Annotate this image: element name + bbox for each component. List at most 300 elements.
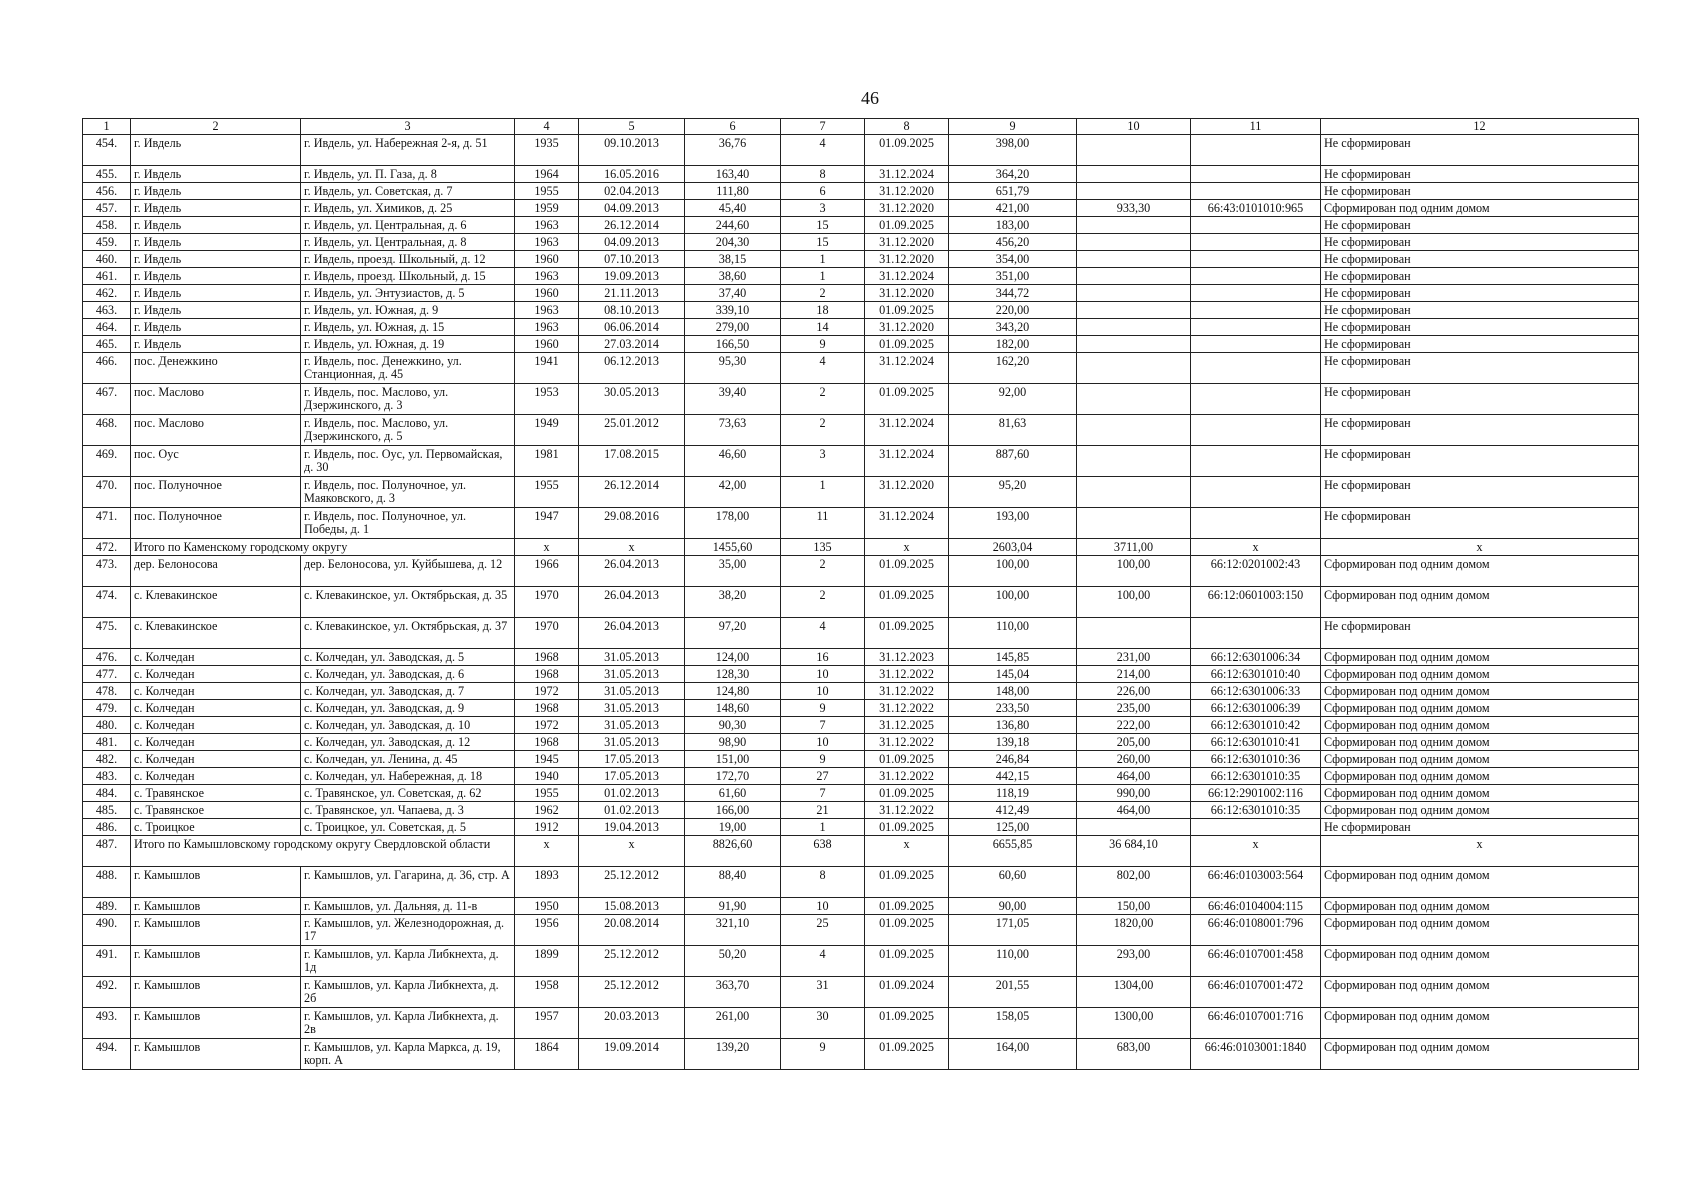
- table-cell: Сформирован под одним домом: [1321, 1039, 1639, 1070]
- table-cell: Не сформирован: [1321, 183, 1639, 200]
- table-cell: [1077, 336, 1191, 353]
- table-cell: г. Ивдель, ул. Советская, д. 7: [301, 183, 515, 200]
- table-cell: дер. Белоносова: [131, 556, 301, 587]
- table-cell: 118,19: [949, 785, 1077, 802]
- table-cell: 110,00: [949, 946, 1077, 977]
- table-cell: 20.03.2013: [579, 1008, 685, 1039]
- table-cell: г. Ивдель, пос. Полуночное, ул. Маяковского, д. 3: [301, 477, 515, 508]
- row-number-cell: 466.: [83, 353, 131, 384]
- table-cell: г. Ивдель: [131, 336, 301, 353]
- table-cell: 31.12.2020: [865, 251, 949, 268]
- table-cell: 456,20: [949, 234, 1077, 251]
- table-cell: с. Клевакинское, ул. Октябрьская, д. 35: [301, 587, 515, 618]
- table-cell: пос. Полуночное: [131, 508, 301, 539]
- table-cell: Сформирован под одним домом: [1321, 556, 1639, 587]
- table-row: [83, 666, 1639, 683]
- table-row: [83, 649, 1639, 666]
- table-row: [83, 285, 1639, 302]
- table-cell: 35,00: [685, 556, 781, 587]
- table-cell: 17.05.2013: [579, 751, 685, 768]
- table-cell: Не сформирован: [1321, 166, 1639, 183]
- table-cell: 933,30: [1077, 200, 1191, 217]
- table-cell: x: [865, 539, 949, 556]
- table-cell: 38,60: [685, 268, 781, 285]
- column-number-header: 3: [301, 119, 515, 135]
- table-cell: 25: [781, 915, 865, 946]
- table-cell: 8: [781, 867, 865, 898]
- table-cell: 06.12.2013: [579, 353, 685, 384]
- table-cell: г. Камышлов, ул. Дальняя, д. 11-в: [301, 898, 515, 915]
- table-cell: [1191, 302, 1321, 319]
- table-cell: 88,40: [685, 867, 781, 898]
- table-cell: 651,79: [949, 183, 1077, 200]
- table-cell: [1191, 446, 1321, 477]
- table-cell: 66:46:0104004:115: [1191, 898, 1321, 915]
- table-cell: 1300,00: [1077, 1008, 1191, 1039]
- table-cell: [1077, 477, 1191, 508]
- table-cell: 04.09.2013: [579, 234, 685, 251]
- table-cell: 178,00: [685, 508, 781, 539]
- table-cell: 163,40: [685, 166, 781, 183]
- table-cell: 193,00: [949, 508, 1077, 539]
- table-cell: 2: [781, 587, 865, 618]
- table-cell: 66:46:0103003:564: [1191, 867, 1321, 898]
- table-cell: [1191, 508, 1321, 539]
- table-cell: 73,63: [685, 415, 781, 446]
- total-label-cell: Итого по Камышловскому городскому округу Свердловской области: [131, 836, 515, 867]
- table-cell: г. Ивдель: [131, 251, 301, 268]
- row-number-cell: 462.: [83, 285, 131, 302]
- table-cell: 66:12:6301010:42: [1191, 717, 1321, 734]
- table-cell: г. Камышлов, ул. Карла Либкнехта, д. 2б: [301, 977, 515, 1008]
- table-cell: [1077, 319, 1191, 336]
- table-cell: 235,00: [1077, 700, 1191, 717]
- table-cell: 2: [781, 384, 865, 415]
- table-cell: г. Ивдель: [131, 166, 301, 183]
- row-number-cell: 459.: [83, 234, 131, 251]
- table-cell: 10: [781, 683, 865, 700]
- table-cell: 30.05.2013: [579, 384, 685, 415]
- table-cell: г. Камышлов, ул. Гагарина, д. 36, стр. А: [301, 867, 515, 898]
- table-cell: [1191, 415, 1321, 446]
- table-row: [83, 384, 1639, 415]
- table-cell: 6655,85: [949, 836, 1077, 867]
- table-cell: 66:12:0601003:150: [1191, 587, 1321, 618]
- row-number-cell: 479.: [83, 700, 131, 717]
- table-cell: 339,10: [685, 302, 781, 319]
- table-cell: 111,80: [685, 183, 781, 200]
- row-number-cell: 475.: [83, 618, 131, 649]
- table-cell: 260,00: [1077, 751, 1191, 768]
- table-row: [83, 353, 1639, 384]
- table-cell: Сформирован под одним домом: [1321, 1008, 1639, 1039]
- table-cell: 66:43:0101010:965: [1191, 200, 1321, 217]
- table-cell: 222,00: [1077, 717, 1191, 734]
- table-cell: 01.09.2025: [865, 1008, 949, 1039]
- table-cell: 398,00: [949, 135, 1077, 166]
- table-cell: 31.12.2020: [865, 319, 949, 336]
- table-cell: 148,00: [949, 683, 1077, 700]
- table-cell: Сформирован под одним домом: [1321, 785, 1639, 802]
- table-cell: 3: [781, 200, 865, 217]
- table-cell: 9: [781, 1039, 865, 1070]
- table-row: [83, 768, 1639, 785]
- table-cell: 204,30: [685, 234, 781, 251]
- table-cell: Сформирован под одним домом: [1321, 946, 1639, 977]
- table-cell: [1191, 217, 1321, 234]
- table-cell: 31.12.2020: [865, 200, 949, 217]
- table-cell: x: [579, 539, 685, 556]
- table-cell: 16.05.2016: [579, 166, 685, 183]
- table-cell: 1893: [515, 867, 579, 898]
- table-cell: 683,00: [1077, 1039, 1191, 1070]
- table-cell: г. Камышлов: [131, 946, 301, 977]
- table-cell: Сформирован под одним домом: [1321, 802, 1639, 819]
- table-cell: г. Камышлов: [131, 1039, 301, 1070]
- table-cell: 66:46:0108001:796: [1191, 915, 1321, 946]
- table-cell: с. Колчедан, ул. Заводская, д. 10: [301, 717, 515, 734]
- table-cell: 364,20: [949, 166, 1077, 183]
- table-cell: 1963: [515, 319, 579, 336]
- table-cell: 100,00: [949, 587, 1077, 618]
- table-cell: 1960: [515, 251, 579, 268]
- table-cell: Сформирован под одним домом: [1321, 717, 1639, 734]
- table-cell: Сформирован под одним домом: [1321, 666, 1639, 683]
- row-number-cell: 485.: [83, 802, 131, 819]
- table-cell: 1950: [515, 898, 579, 915]
- row-number-cell: 468.: [83, 415, 131, 446]
- table-cell: Сформирован под одним домом: [1321, 898, 1639, 915]
- table-cell: с. Колчедан: [131, 700, 301, 717]
- table-cell: 50,20: [685, 946, 781, 977]
- table-cell: 31.12.2024: [865, 415, 949, 446]
- table-cell: с. Клевакинское: [131, 587, 301, 618]
- table-cell: 1: [781, 268, 865, 285]
- table-cell: 36,76: [685, 135, 781, 166]
- table-cell: с. Колчедан, ул. Заводская, д. 6: [301, 666, 515, 683]
- table-cell: Сформирован под одним домом: [1321, 200, 1639, 217]
- table-cell: пос. Маслово: [131, 384, 301, 415]
- table-cell: x: [515, 836, 579, 867]
- table-cell: 16: [781, 649, 865, 666]
- table-row: [83, 1008, 1639, 1039]
- row-number-cell: 480.: [83, 717, 131, 734]
- column-number-header: 5: [579, 119, 685, 135]
- table-cell: 205,00: [1077, 734, 1191, 751]
- table-cell: г. Ивдель, пос. Маслово, ул. Дзержинского, д. 5: [301, 415, 515, 446]
- table-row: [83, 1039, 1639, 1070]
- table-cell: 66:12:6301006:34: [1191, 649, 1321, 666]
- table-cell: 66:12:6301010:35: [1191, 768, 1321, 785]
- table-cell: 166,50: [685, 336, 781, 353]
- table-cell: г. Ивдель, ул. Южная, д. 9: [301, 302, 515, 319]
- table-cell: г. Ивдель: [131, 285, 301, 302]
- table-cell: пос. Оус: [131, 446, 301, 477]
- table-cell: [1191, 384, 1321, 415]
- table-cell: 66:12:6301010:41: [1191, 734, 1321, 751]
- table-cell: 802,00: [1077, 867, 1191, 898]
- table-cell: 06.06.2014: [579, 319, 685, 336]
- table-cell: [1077, 446, 1191, 477]
- table-cell: 214,00: [1077, 666, 1191, 683]
- table-cell: г. Ивдель: [131, 268, 301, 285]
- table-cell: 31.12.2022: [865, 666, 949, 683]
- table-cell: 1864: [515, 1039, 579, 1070]
- table-cell: 10: [781, 898, 865, 915]
- table-cell: 31.05.2013: [579, 700, 685, 717]
- table-cell: 31.12.2020: [865, 234, 949, 251]
- table-row: [83, 977, 1639, 1008]
- table-cell: Не сформирован: [1321, 415, 1639, 446]
- table-cell: 08.10.2013: [579, 302, 685, 319]
- row-number-cell: 464.: [83, 319, 131, 336]
- table-cell: 17.05.2013: [579, 768, 685, 785]
- table-cell: 01.09.2025: [865, 302, 949, 319]
- table-cell: г. Камышлов: [131, 1008, 301, 1039]
- table-cell: с. Травянское: [131, 785, 301, 802]
- table-cell: г. Ивдель, ул. Южная, д. 19: [301, 336, 515, 353]
- table-cell: 01.09.2025: [865, 915, 949, 946]
- table-cell: 38,20: [685, 587, 781, 618]
- table-cell: x: [515, 539, 579, 556]
- table-cell: 25.12.2012: [579, 867, 685, 898]
- table-cell: [1191, 135, 1321, 166]
- table-cell: 66:12:6301010:40: [1191, 666, 1321, 683]
- table-cell: с. Колчедан: [131, 666, 301, 683]
- row-number-cell: 490.: [83, 915, 131, 946]
- table-cell: 31.05.2013: [579, 683, 685, 700]
- table-cell: Не сформирован: [1321, 302, 1639, 319]
- table-cell: [1191, 166, 1321, 183]
- table-cell: 11: [781, 508, 865, 539]
- table-cell: пос. Полуночное: [131, 477, 301, 508]
- row-number-cell: 454.: [83, 135, 131, 166]
- table-cell: 321,10: [685, 915, 781, 946]
- table-cell: 66:46:0107001:458: [1191, 946, 1321, 977]
- table-cell: 1955: [515, 477, 579, 508]
- table-cell: 1972: [515, 717, 579, 734]
- table-cell: 42,00: [685, 477, 781, 508]
- table-cell: 01.09.2025: [865, 618, 949, 649]
- table-cell: 162,20: [949, 353, 1077, 384]
- table-row: [83, 785, 1639, 802]
- table-cell: 220,00: [949, 302, 1077, 319]
- table-cell: 125,00: [949, 819, 1077, 836]
- row-number-cell: 461.: [83, 268, 131, 285]
- table-row: [83, 508, 1639, 539]
- table-row: [83, 268, 1639, 285]
- column-number-header: 10: [1077, 119, 1191, 135]
- column-number-header-row: [83, 119, 1639, 135]
- table-cell: 1962: [515, 802, 579, 819]
- table-cell: [1077, 353, 1191, 384]
- table-cell: г. Ивдель: [131, 200, 301, 217]
- table-cell: [1077, 166, 1191, 183]
- table-cell: 135: [781, 539, 865, 556]
- table-cell: с. Колчедан: [131, 768, 301, 785]
- table-cell: [1077, 234, 1191, 251]
- table-cell: [1191, 477, 1321, 508]
- table-cell: 7: [781, 717, 865, 734]
- table-cell: дер. Белоносова, ул. Куйбышева, д. 12: [301, 556, 515, 587]
- table-cell: 31.12.2025: [865, 717, 949, 734]
- table-cell: [1077, 415, 1191, 446]
- row-number-cell: 483.: [83, 768, 131, 785]
- table-cell: 1912: [515, 819, 579, 836]
- table-cell: 15.08.2013: [579, 898, 685, 915]
- table-cell: 31.12.2020: [865, 477, 949, 508]
- table-cell: 2: [781, 556, 865, 587]
- table-cell: 01.09.2025: [865, 898, 949, 915]
- table-cell: 1981: [515, 446, 579, 477]
- table-cell: Не сформирован: [1321, 217, 1639, 234]
- table-cell: с. Троицкое, ул. Советская, д. 5: [301, 819, 515, 836]
- table-cell: 6: [781, 183, 865, 200]
- table-cell: 26.12.2014: [579, 477, 685, 508]
- table-cell: Не сформирован: [1321, 135, 1639, 166]
- table-cell: г. Ивдель, пос. Денежкино, ул. Станционная, д. 45: [301, 353, 515, 384]
- table-row: [83, 477, 1639, 508]
- row-number-cell: 489.: [83, 898, 131, 915]
- table-row: [83, 415, 1639, 446]
- table-cell: 279,00: [685, 319, 781, 336]
- table-cell: Не сформирован: [1321, 353, 1639, 384]
- table-cell: 01.09.2025: [865, 867, 949, 898]
- table-cell: г. Камышлов, ул. Карла Либкнехта, д. 2в: [301, 1008, 515, 1039]
- table-cell: 171,05: [949, 915, 1077, 946]
- column-number-header: 6: [685, 119, 781, 135]
- row-number-cell: 481.: [83, 734, 131, 751]
- table-cell: г. Камышлов: [131, 915, 301, 946]
- table-cell: 990,00: [1077, 785, 1191, 802]
- table-cell: 38,15: [685, 251, 781, 268]
- table-cell: Не сформирован: [1321, 446, 1639, 477]
- table-cell: [1077, 302, 1191, 319]
- table-cell: 2603,04: [949, 539, 1077, 556]
- table-cell: 8826,60: [685, 836, 781, 867]
- table-cell: 45,40: [685, 200, 781, 217]
- table-cell: 1968: [515, 734, 579, 751]
- table-cell: 1960: [515, 336, 579, 353]
- table-cell: 66:46:0107001:716: [1191, 1008, 1321, 1039]
- table-cell: пос. Маслово: [131, 415, 301, 446]
- table-cell: 81,63: [949, 415, 1077, 446]
- table-cell: 01.09.2025: [865, 384, 949, 415]
- table-cell: г. Ивдель, проезд. Школьный, д. 15: [301, 268, 515, 285]
- table-cell: 91,90: [685, 898, 781, 915]
- table-cell: 145,04: [949, 666, 1077, 683]
- table-cell: г. Камышлов: [131, 977, 301, 1008]
- table-cell: 26.12.2014: [579, 217, 685, 234]
- table-cell: [1077, 384, 1191, 415]
- table-row: [83, 556, 1639, 587]
- table-cell: 31.05.2013: [579, 717, 685, 734]
- table-cell: Сформирован под одним домом: [1321, 915, 1639, 946]
- column-number-header: 12: [1321, 119, 1639, 135]
- table-cell: 201,55: [949, 977, 1077, 1008]
- table-cell: 638: [781, 836, 865, 867]
- table-cell: Не сформирован: [1321, 477, 1639, 508]
- table-cell: 31.05.2013: [579, 649, 685, 666]
- table-cell: 01.09.2025: [865, 556, 949, 587]
- table-cell: с. Троицкое: [131, 819, 301, 836]
- table-cell: 66:12:6301006:39: [1191, 700, 1321, 717]
- table-cell: 31.12.2022: [865, 683, 949, 700]
- table-cell: 4: [781, 618, 865, 649]
- table-cell: 158,05: [949, 1008, 1077, 1039]
- table-cell: 1955: [515, 183, 579, 200]
- table-cell: 145,85: [949, 649, 1077, 666]
- table-cell: 1972: [515, 683, 579, 700]
- table-cell: 887,60: [949, 446, 1077, 477]
- table-cell: 31.12.2022: [865, 734, 949, 751]
- table-cell: 124,00: [685, 649, 781, 666]
- table-cell: г. Ивдель, пос. Маслово, ул. Дзержинского, д. 3: [301, 384, 515, 415]
- total-label-cell: Итого по Каменскому городскому округу: [131, 539, 515, 556]
- row-number-cell: 478.: [83, 683, 131, 700]
- table-cell: 7: [781, 785, 865, 802]
- table-cell: x: [1321, 836, 1639, 867]
- table-cell: 60,60: [949, 867, 1077, 898]
- table-cell: 343,20: [949, 319, 1077, 336]
- table-cell: 98,90: [685, 734, 781, 751]
- table-cell: [1191, 319, 1321, 336]
- table-cell: 31.12.2024: [865, 446, 949, 477]
- table-cell: г. Ивдель, ул. Энтузиастов, д. 5: [301, 285, 515, 302]
- table-row: [83, 700, 1639, 717]
- table-row: [83, 751, 1639, 768]
- table-cell: Не сформирован: [1321, 285, 1639, 302]
- table-cell: 231,00: [1077, 649, 1191, 666]
- table-cell: x: [579, 836, 685, 867]
- table-cell: 1935: [515, 135, 579, 166]
- table-cell: [1191, 251, 1321, 268]
- table-cell: 1958: [515, 977, 579, 1008]
- table-cell: 1: [781, 251, 865, 268]
- table-cell: 61,60: [685, 785, 781, 802]
- table-cell: 344,72: [949, 285, 1077, 302]
- table-cell: 01.09.2025: [865, 751, 949, 768]
- table-cell: 14: [781, 319, 865, 336]
- table-cell: Не сформирован: [1321, 618, 1639, 649]
- table-cell: с. Колчедан, ул. Заводская, д. 5: [301, 649, 515, 666]
- table-cell: 1963: [515, 268, 579, 285]
- table-cell: 1963: [515, 302, 579, 319]
- table-cell: 31.12.2020: [865, 183, 949, 200]
- table-cell: 20.08.2014: [579, 915, 685, 946]
- table-cell: 21.11.2013: [579, 285, 685, 302]
- table-cell: 10: [781, 666, 865, 683]
- table-cell: 464,00: [1077, 802, 1191, 819]
- table-cell: с. Колчедан, ул. Ленина, д. 45: [301, 751, 515, 768]
- table-cell: Не сформирован: [1321, 268, 1639, 285]
- table-cell: 15: [781, 234, 865, 251]
- table-row: [83, 717, 1639, 734]
- table-cell: 95,20: [949, 477, 1077, 508]
- table-cell: [1077, 819, 1191, 836]
- table-cell: 166,00: [685, 802, 781, 819]
- table-cell: [1077, 618, 1191, 649]
- table-cell: [1191, 353, 1321, 384]
- row-number-cell: 484.: [83, 785, 131, 802]
- table-row: [83, 251, 1639, 268]
- table-cell: 31.12.2024: [865, 268, 949, 285]
- table-cell: 19.09.2013: [579, 268, 685, 285]
- row-number-cell: 482.: [83, 751, 131, 768]
- row-number-cell: 456.: [83, 183, 131, 200]
- table-cell: [1077, 217, 1191, 234]
- table-row: [83, 587, 1639, 618]
